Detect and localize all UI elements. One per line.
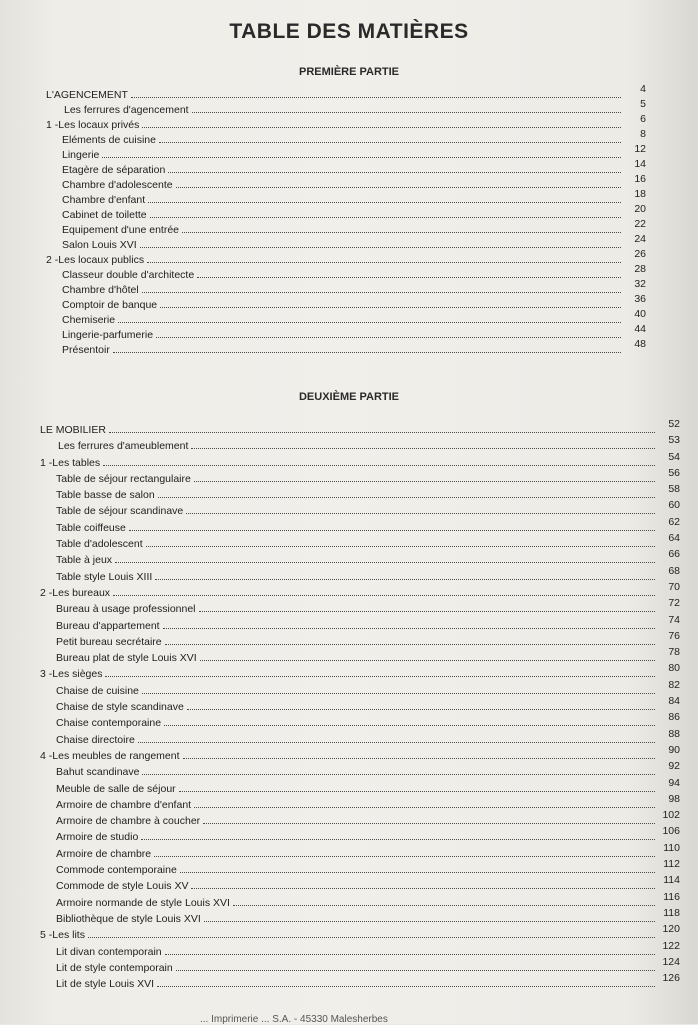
toc-entry <box>46 323 646 342</box>
dot-leader <box>182 222 621 233</box>
toc-entry-label: Lingerie-parfumerie <box>62 329 154 341</box>
toc-page-number: 26 <box>634 248 646 260</box>
dot-leader <box>179 781 655 792</box>
toc-entry-label: Comptoir de banque <box>62 299 158 311</box>
toc-entry-label: Lingerie <box>62 149 100 161</box>
toc-page-number: 118 <box>663 906 680 919</box>
dot-leader <box>88 927 655 938</box>
dot-leader <box>159 132 621 143</box>
toc-page-number: 94 <box>668 776 680 789</box>
toc-page-number: 6 <box>640 113 646 125</box>
toc-entry <box>40 939 680 960</box>
toc-entry-label: Table d'adolescent <box>56 538 143 551</box>
toc-page-number: 80 <box>668 662 680 675</box>
toc-entry <box>46 128 646 147</box>
toc-entry-label: Les ferrures d'ameublement <box>58 440 189 453</box>
toc-entry <box>40 613 680 634</box>
toc-page-number: 88 <box>668 727 680 740</box>
toc-page-number: 56 <box>668 466 680 479</box>
toc-entry-label: Table coiffeuse <box>56 521 126 534</box>
toc-entry <box>46 158 646 177</box>
toc-entry-label: Les bureaux <box>52 586 111 599</box>
toc-entry <box>40 695 680 715</box>
part-one-toc <box>46 83 646 357</box>
dot-leader <box>168 162 621 173</box>
dot-leader <box>203 813 655 824</box>
toc-entry <box>40 450 680 471</box>
toc-entry <box>40 776 680 797</box>
toc-entry <box>40 825 680 845</box>
toc-page-number: 28 <box>634 263 646 275</box>
toc-page-number: 66 <box>668 548 680 561</box>
toc-entry-label: Les locaux privés <box>58 119 140 131</box>
toc-page-number: 92 <box>668 760 680 773</box>
toc-entry <box>40 727 680 748</box>
toc-entry-label: Lit de style contemporain <box>56 961 173 974</box>
toc-page-number: 40 <box>634 308 646 320</box>
toc-entry-label: Chaise de cuisine <box>56 684 139 697</box>
dot-leader <box>160 297 621 308</box>
toc-page-number: 48 <box>634 338 646 350</box>
toc-page-number: 98 <box>668 792 680 805</box>
toc-page-number: 102 <box>662 809 680 822</box>
toc-page-number: 12 <box>634 143 646 155</box>
toc-entry <box>40 564 680 585</box>
dot-leader <box>176 177 621 188</box>
toc-entry-label: Table style Louis XIII <box>56 570 153 583</box>
toc-entry <box>46 188 646 207</box>
toc-entry-label: Commode de style Louis XV <box>56 880 189 893</box>
toc-entry-number: 4 - <box>40 749 53 762</box>
toc-entry-label: Meuble de salle de séjour <box>56 782 176 795</box>
toc-entry-label: Etagère de séparation <box>62 164 166 176</box>
toc-page-number: 54 <box>668 450 680 463</box>
dot-leader <box>129 520 655 531</box>
toc-page-number: 62 <box>668 515 680 528</box>
toc-entry <box>40 874 680 894</box>
toc-entry <box>40 548 680 568</box>
toc-entry-label: Les tables <box>52 456 101 469</box>
toc-entry <box>40 434 680 454</box>
toc-entry-label: Chaise directoire <box>56 733 135 746</box>
toc-page-number: 32 <box>634 278 646 290</box>
toc-page-number: 4 <box>640 83 646 95</box>
toc-entry <box>46 278 646 297</box>
toc-entry <box>40 646 680 666</box>
toc-page-number: 14 <box>634 158 646 170</box>
part-two-heading: DEUXIÈME PARTIE <box>298 391 400 403</box>
dot-leader <box>204 911 655 922</box>
toc-entry <box>40 760 680 780</box>
toc-page-number: 82 <box>668 678 680 691</box>
dot-leader <box>192 102 621 113</box>
toc-entry <box>40 743 680 764</box>
toc-page-number: 122 <box>662 939 680 952</box>
toc-entry <box>40 678 680 699</box>
dot-leader <box>103 455 655 466</box>
dot-leader <box>194 797 655 808</box>
toc-entry <box>46 83 646 102</box>
toc-page-number: 110 <box>663 841 680 854</box>
toc-entry <box>40 418 680 438</box>
toc-page-number: 114 <box>663 874 680 887</box>
toc-entry-number: 1 - <box>40 456 53 469</box>
dot-leader <box>142 764 655 775</box>
toc-page-number: 124 <box>662 955 680 968</box>
dot-leader <box>233 895 655 906</box>
toc-entry-label: Chambre d'adolescente <box>62 179 173 191</box>
toc-entry-label: Classeur double d'architecte <box>62 269 195 281</box>
dot-leader <box>150 207 621 218</box>
toc-entry <box>46 233 646 252</box>
dot-leader <box>118 312 621 323</box>
toc-page-number: 74 <box>668 613 680 626</box>
toc-page-number: 58 <box>668 483 680 496</box>
toc-page-number: 44 <box>634 323 646 335</box>
dot-leader <box>165 944 655 955</box>
toc-page-number: 112 <box>663 858 680 871</box>
dot-leader <box>146 536 655 547</box>
toc-page-number: 52 <box>668 418 680 430</box>
dot-leader <box>157 976 655 987</box>
toc-entry-label: Bibliothèque de style Louis XVI <box>56 912 201 925</box>
dot-leader <box>115 552 655 563</box>
toc-entry <box>46 203 646 222</box>
toc-entry-label: LE MOBILIER <box>40 424 106 436</box>
part-two-toc <box>40 418 680 992</box>
toc-entry-label: Les ferrures d'agencement <box>64 104 189 116</box>
toc-entry-label: Petit bureau secrétaire <box>56 635 162 648</box>
toc-entry-label: Eléments de cuisine <box>62 134 156 146</box>
toc-entry-label: Chambre d'enfant <box>62 194 146 206</box>
toc-entry-label: Table de séjour rectangulaire <box>56 472 191 485</box>
toc-entry <box>40 841 680 862</box>
dot-leader <box>113 342 621 353</box>
toc-entry <box>40 711 680 731</box>
toc-entry-label: Bureau d'appartement <box>56 619 160 632</box>
dot-leader <box>141 829 655 840</box>
part-one-heading: PREMIÈRE PARTIE <box>298 66 400 78</box>
toc-page-number: 126 <box>662 972 680 985</box>
toc-page-number: 36 <box>634 293 646 305</box>
toc-entry-label: Les locaux publics <box>58 254 145 266</box>
toc-entry <box>40 858 680 878</box>
toc-page-number: 60 <box>668 499 680 512</box>
toc-entry-label: Lit divan contemporain <box>56 945 162 958</box>
dot-leader <box>176 960 655 971</box>
toc-entry-number: 2 - <box>40 586 53 599</box>
toc-page-number: 20 <box>634 203 646 215</box>
toc-entry-label: Chemiserie <box>62 314 116 326</box>
toc-page-number: 8 <box>640 128 646 140</box>
toc-entry <box>46 338 646 357</box>
toc-page-number: 70 <box>668 580 680 593</box>
dot-leader <box>164 715 655 726</box>
toc-entry <box>46 218 646 237</box>
toc-entry <box>46 113 646 132</box>
toc-entry-number: 2 - <box>46 254 59 266</box>
toc-entry-label: Chaise contemporaine <box>56 717 162 730</box>
dot-leader <box>105 666 655 677</box>
toc-entry-label: Table basse de salon <box>56 489 155 502</box>
dot-leader <box>191 438 655 449</box>
dot-leader <box>199 601 655 612</box>
page-footer: ... Imprimerie ... S.A. - 45330 Malesherbes <box>200 1014 388 1025</box>
toc-entry <box>40 923 680 943</box>
toc-entry-label: Armoire de chambre à coucher <box>56 815 201 828</box>
toc-entry <box>46 293 646 312</box>
toc-entry-label: Armoire de studio <box>56 831 139 844</box>
toc-page-number: 76 <box>668 629 680 642</box>
toc-entry-label: Les sièges <box>52 668 103 681</box>
toc-entry <box>40 906 680 927</box>
toc-entry-label: Les meubles de rangement <box>52 749 180 762</box>
toc-entry-label: Bureau à usage professionnel <box>56 603 196 616</box>
dot-leader <box>155 569 655 580</box>
toc-page-number: 16 <box>634 173 646 185</box>
toc-entry <box>40 515 680 536</box>
toc-page-number: 68 <box>668 564 680 577</box>
toc-entry-label: Présentoir <box>62 344 110 356</box>
toc-entry <box>40 597 680 617</box>
dot-leader <box>131 87 621 98</box>
toc-page-number: 64 <box>668 532 680 545</box>
dot-leader <box>142 683 655 694</box>
toc-entry <box>40 809 680 829</box>
dot-leader <box>194 471 655 482</box>
toc-entry-label: Lit de style Louis XVI <box>56 978 155 991</box>
dot-leader <box>163 618 655 629</box>
toc-entry <box>46 98 646 117</box>
toc-page-number: 22 <box>634 218 646 230</box>
toc-entry <box>40 662 680 682</box>
dot-leader <box>142 117 621 128</box>
toc-entry <box>46 263 646 282</box>
dot-leader <box>113 585 655 596</box>
dot-leader <box>187 699 655 710</box>
toc-entry <box>40 972 680 992</box>
toc-entry-label: Armoire de chambre <box>56 847 152 860</box>
toc-page-number: 53 <box>668 434 680 447</box>
toc-entry-label: Cabinet de toilette <box>62 209 147 221</box>
toc-entry-label: Chaise de style scandinave <box>56 701 184 714</box>
dot-leader <box>148 192 621 203</box>
toc-entry <box>40 466 680 487</box>
dot-leader <box>200 650 655 661</box>
toc-entry-label: Equipement d'une entrée <box>62 224 180 236</box>
dot-leader <box>197 267 621 278</box>
toc-page-number: 18 <box>634 188 646 200</box>
dot-leader <box>147 252 621 263</box>
toc-entry-label: Commode contemporaine <box>56 864 177 877</box>
dot-leader <box>158 487 655 498</box>
toc-entry-label: Bureau plat de style Louis XVI <box>56 652 197 665</box>
toc-entry <box>40 499 680 519</box>
toc-entry <box>46 143 646 162</box>
dot-leader <box>109 422 655 433</box>
toc-entry-label: Bahut scandinave <box>56 766 140 779</box>
dot-leader <box>186 503 655 514</box>
toc-entry <box>40 792 680 813</box>
page-title: TABLE DES MATIÈRES <box>229 20 469 43</box>
dot-leader <box>165 634 655 645</box>
dot-leader <box>142 282 621 293</box>
dot-leader <box>156 327 621 338</box>
toc-entry-label: Les lits <box>52 929 85 942</box>
toc-page-number: 5 <box>640 98 646 110</box>
toc-entry-number: 1 - <box>46 119 59 131</box>
toc-entry-number: 3 - <box>40 668 53 681</box>
toc-page-number: 106 <box>662 825 680 838</box>
toc-entry <box>40 955 680 976</box>
toc-entry-label: Chambre d'hôtel <box>62 284 139 296</box>
toc-page-number: 90 <box>668 743 680 756</box>
dot-leader <box>138 732 655 743</box>
dot-leader <box>154 846 655 857</box>
toc-entry-label: Salon Louis XVI <box>62 239 137 251</box>
toc-entry <box>40 580 680 601</box>
toc-entry <box>40 890 680 911</box>
dot-leader <box>180 862 655 873</box>
dot-leader <box>191 878 655 889</box>
toc-page-number: 72 <box>668 597 680 610</box>
toc-entry-label: L'AGENCEMENT <box>46 89 128 101</box>
toc-entry <box>46 308 646 327</box>
toc-entry-number: 5 - <box>40 929 53 942</box>
toc-entry <box>40 629 680 650</box>
dot-leader <box>183 748 655 759</box>
toc-entry-label: Armoire normande de style Louis XVI <box>56 896 230 909</box>
toc-page-number: 116 <box>663 890 680 903</box>
toc-page-number: 120 <box>662 923 680 936</box>
dot-leader <box>102 147 621 158</box>
dot-leader <box>140 237 621 248</box>
toc-page-number: 78 <box>668 646 680 659</box>
toc-entry-label: Table de séjour scandinave <box>56 505 184 518</box>
toc-entry-label: Armoire de chambre d'enfant <box>56 798 192 811</box>
toc-entry <box>46 248 646 267</box>
toc-entry <box>40 532 680 552</box>
toc-entry <box>40 483 680 503</box>
toc-entry <box>46 173 646 192</box>
toc-entry-label: Table à jeux <box>56 554 113 567</box>
toc-page-number: 86 <box>668 711 680 724</box>
toc-page-number: 24 <box>634 233 646 245</box>
toc-page-number: 84 <box>668 695 680 708</box>
